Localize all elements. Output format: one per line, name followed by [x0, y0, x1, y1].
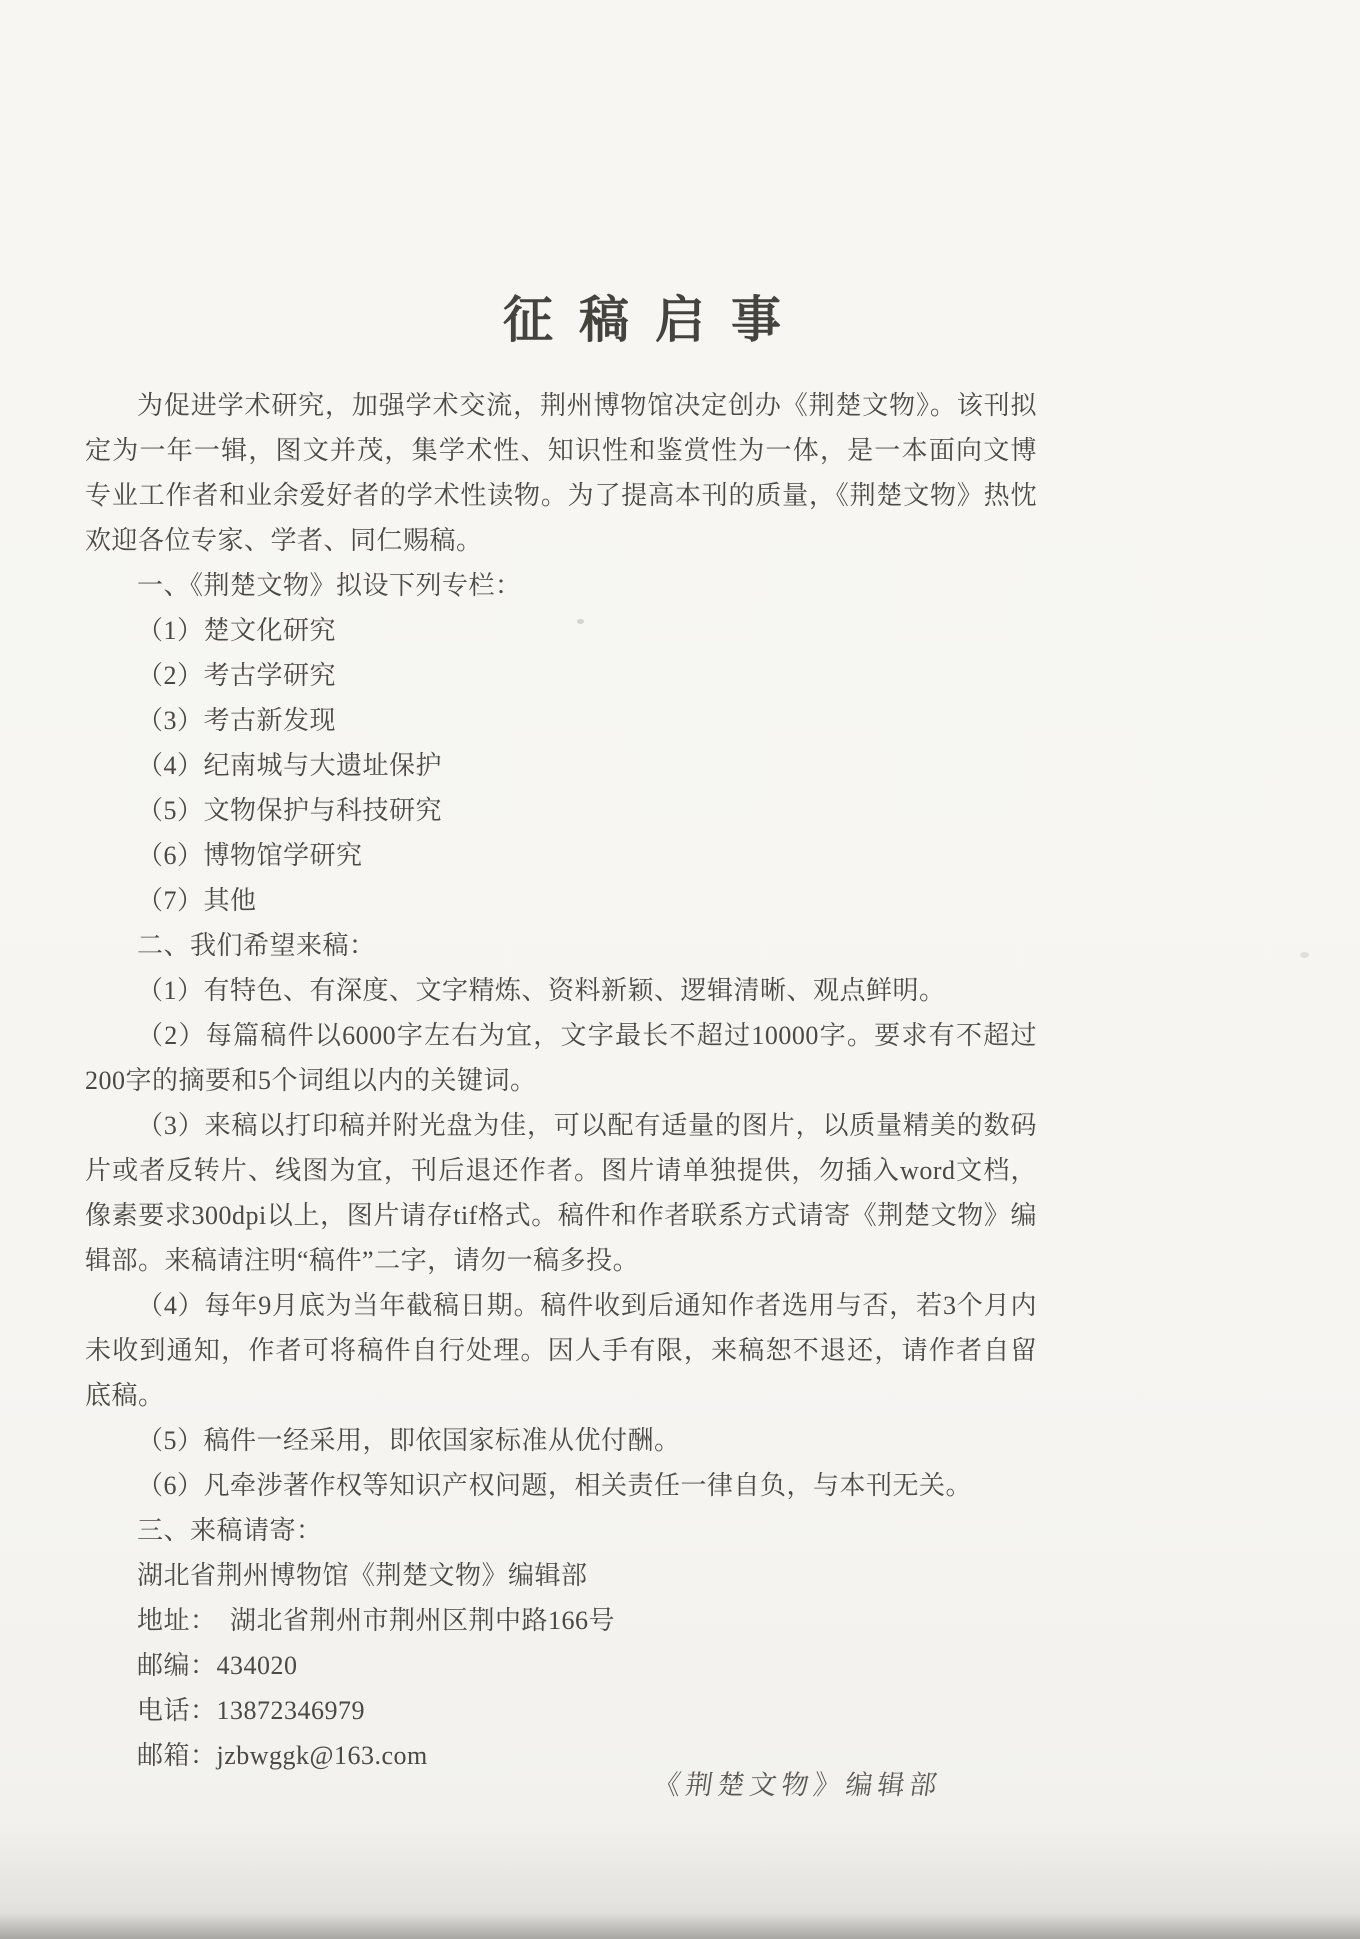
- column-item-6: （6）博物馆学研究: [137, 841, 363, 870]
- requirement-item-3: （3）来稿以打印稿并附光盘为佳，可以配有适量的图片，以质量精美的数码片或者反转片、线图为宜，刊后退还作者。图片请单独提供，勿插入word文档，像素要求300dpi以上，图片请存tif格式。稿件和作者联系方式请寄《荆楚文物》编辑部。来稿请注明“稿件”二字，请勿一稿多投。: [85, 1111, 1037, 1275]
- column-item-2: （2）考古学研究: [137, 661, 337, 690]
- phone-line: 电话：13872346979: [137, 1696, 366, 1725]
- postcode-line: 邮编：434020: [137, 1651, 298, 1680]
- recipient-line: 湖北省荆州博物馆《荆楚文物》编辑部: [137, 1561, 588, 1590]
- document-title: 征稿启事: [503, 291, 807, 348]
- requirement-item-5: （5）稿件一经采用，即依国家标准从优付酬。: [137, 1426, 681, 1455]
- column-item-7: （7）其他: [137, 886, 257, 915]
- column-item-3: （3）考古新发现: [137, 706, 337, 735]
- scan-speck: [577, 619, 584, 624]
- column-item-1: （1）楚文化研究: [137, 616, 337, 645]
- document-body: [85, 383, 1037, 1778]
- section-3-heading: 三、来稿请寄：: [137, 1516, 323, 1545]
- scan-speck: [1300, 952, 1309, 958]
- column-item-4: （4）纪南城与大遗址保护: [137, 751, 443, 780]
- requirement-item-1: （1）有特色、有深度、文字精炼、资料新颖、逻辑清晰、观点鲜明。: [137, 976, 946, 1005]
- address-line: 地址： 湖北省荆州市荆州区荆中路166号: [137, 1606, 616, 1635]
- column-item-5: （5）文物保护与科技研究: [137, 796, 443, 825]
- requirement-item-4: （4）每年9月底为当年截稿日期。稿件收到后通知作者选用与否，若3个月内未收到通知，作者可将稿件自行处理。因人手有限，来稿恕不退还，请作者自留底稿。: [85, 1291, 1037, 1410]
- requirement-item-2: （2）每篇稿件以6000字左右为宜，文字最长不超过10000字。要求有不超过200字的摘要和5个词组以内的关键词。: [85, 1021, 1037, 1095]
- email-line: 邮箱：jzbwggk@163.com: [137, 1741, 428, 1770]
- section-2-heading: 二、我们希望来稿：: [137, 931, 376, 960]
- requirement-item-6: （6）凡牵涉著作权等知识产权问题，相关责任一律自负，与本刊无关。: [137, 1471, 973, 1500]
- intro-paragraph: 为促进学术研究，加强学术交流，荆州博物馆决定创办《荆楚文物》。该刊拟定为一年一辑，图文并茂，集学术性、知识性和鉴赏性为一体，是一本面向文博专业工作者和业余爱好者的学术性读物。为了提高本刊的质量，《荆楚文物》热忱欢迎各位专家、学者、同仁赐稿。: [85, 391, 1037, 555]
- editorial-signature: 《荆楚文物》编辑部: [651, 1770, 944, 1800]
- section-1-heading: 一、《荆楚文物》拟设下列专栏：: [137, 571, 522, 600]
